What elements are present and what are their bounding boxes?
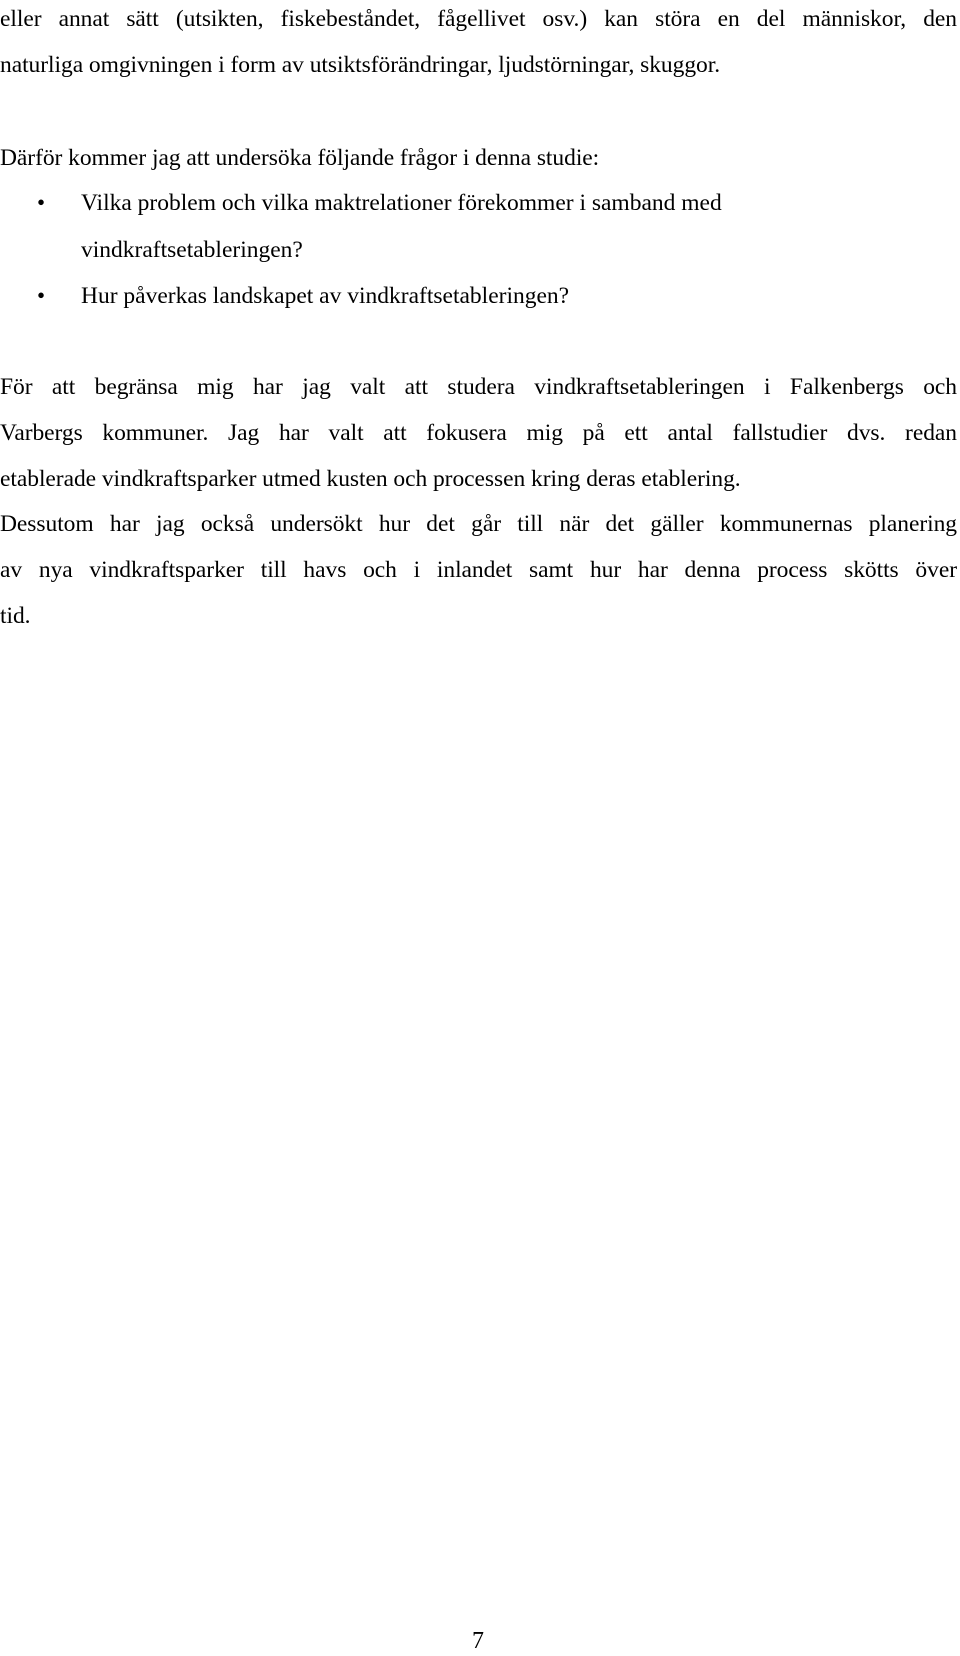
paragraph-line: naturliga omgivningen i form av utsiktsförändringar, ljudstörningar, skuggor. [0,52,721,78]
bullet-item-text: Vilka problem och vilka maktrelationer förekommer i samband med [81,190,722,216]
paragraph-line: av nya vindkraftsparker till havs och i inlandet samt hur har denna process skötts över [0,557,957,583]
bullet-icon: • [37,190,46,215]
bullet-icon: • [37,283,46,308]
paragraph-line: tid. [0,603,31,629]
paragraph-line: eller annat sätt (utsikten, fiskebeståndet, fågellivet osv.) kan störa en del människor, den [0,6,957,32]
bullet-item-text: vindkraftsetableringen? [81,237,303,263]
page-number: 7 [472,1628,484,1654]
paragraph-line: För att begränsa mig har jag valt att studera vindkraftsetableringen i Falkenbergs och [0,374,957,400]
paragraph-line: Varbergs kommuner. Jag har valt att fokusera mig på ett antal fallstudier dvs. redan [0,420,957,446]
paragraph-line: Dessutom har jag också undersökt hur det går till när det gäller kommunernas planering [0,511,957,537]
paragraph-line: etablerade vindkraftsparker utmed kusten och processen kring deras etablering. [0,466,741,492]
bullet-item-text: Hur påverkas landskapet av vindkraftsetableringen? [81,283,570,309]
paragraph-line: Därför kommer jag att undersöka följande frågor i denna studie: [0,145,600,171]
